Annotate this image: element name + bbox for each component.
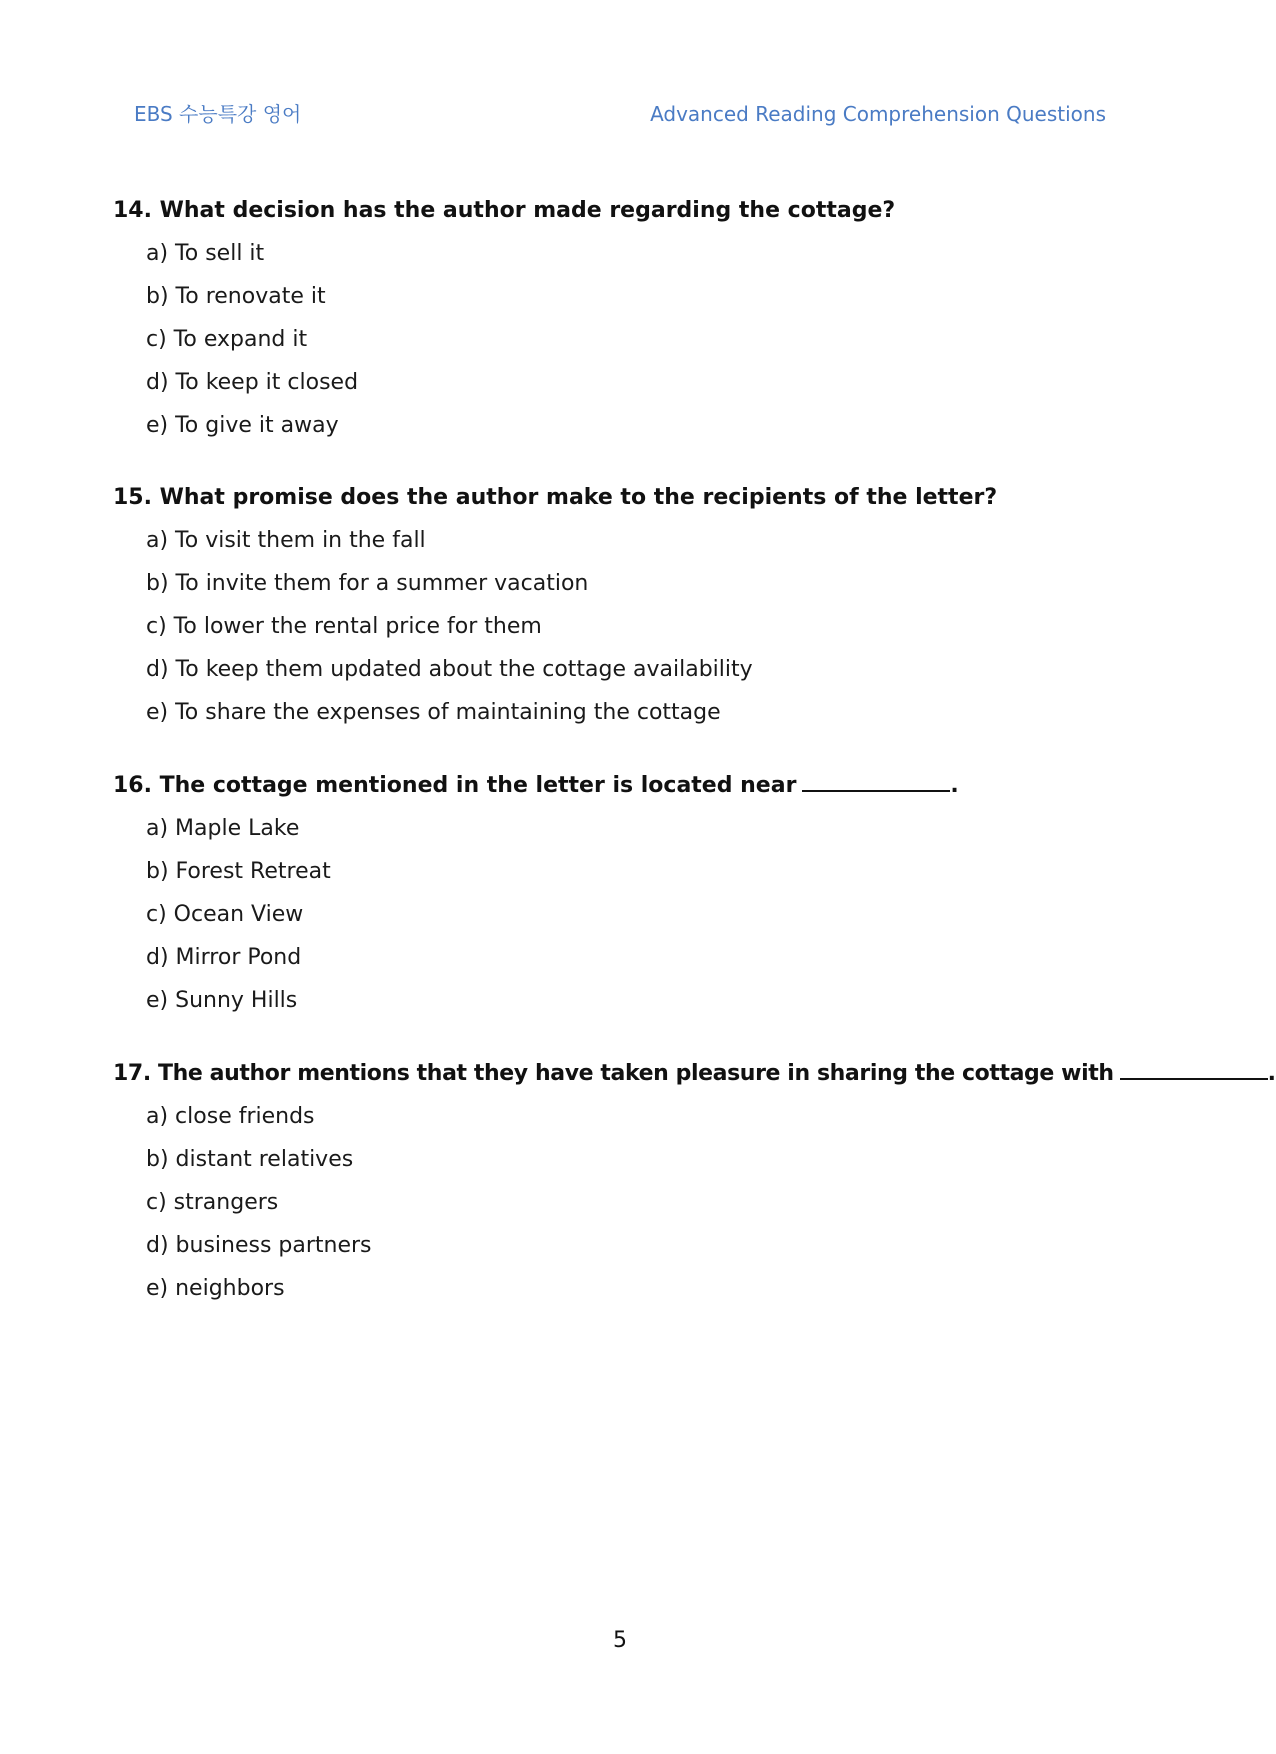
question-17 [113, 1058, 1276, 1304]
question-text: 15. What promise does the author make to the recipients of the letter? [113, 485, 998, 510]
option-e: e) neighbors [146, 1276, 285, 1301]
option-d: d) Mirror Pond [146, 945, 302, 970]
question-list [113, 196, 1276, 1346]
option-b: b) Forest Retreat [146, 859, 331, 884]
option-e: e) To share the expenses of maintaining the cottage [146, 700, 721, 725]
option-a: a) To sell it [146, 241, 265, 266]
question-text: 14. What decision has the author made regarding the cottage? [113, 198, 896, 223]
header-right: Advanced Reading Comprehension Questions [650, 102, 1106, 126]
question-16 [113, 770, 1133, 1016]
option-d: d) To keep them updated about the cottage availability [146, 657, 753, 682]
option-a: a) close friends [146, 1104, 315, 1129]
option-a: a) Maple Lake [146, 816, 300, 841]
option-a: a) To visit them in the fall [146, 528, 426, 553]
question-15 [113, 483, 1133, 728]
question-text-line: 16. The cottage mentioned in the letter is located near . [113, 770, 1133, 801]
answer-blank [802, 770, 950, 792]
option-list [113, 1102, 1133, 1304]
option-c: c) To lower the rental price for them [146, 614, 542, 639]
answer-blank [1120, 1058, 1268, 1080]
option-d: d) To keep it closed [146, 370, 359, 395]
option-e: e) Sunny Hills [146, 988, 298, 1013]
question-text: 17. The author mentions that they have taken pleasure in sharing the cottage with [113, 1061, 1114, 1086]
page-number: 5 [613, 1628, 627, 1653]
option-list [113, 526, 1133, 728]
option-b: b) distant relatives [146, 1147, 354, 1172]
option-c: c) Ocean View [146, 902, 304, 927]
option-d: d) business partners [146, 1233, 372, 1258]
question-14 [113, 196, 1133, 441]
option-c: c) To expand it [146, 327, 308, 352]
option-c: c) strangers [146, 1190, 279, 1215]
question-text-line: 17. The author mentions that they have taken pleasure in sharing the cottage with . [113, 1058, 1133, 1089]
option-list [113, 814, 1133, 1016]
header-left: EBS 수능특강 영어 [134, 102, 302, 126]
question-text: 16. The cottage mentioned in the letter is located near [113, 773, 797, 798]
page-header [134, 98, 1106, 127]
option-list [113, 239, 1133, 441]
option-b: b) To invite them for a summer vacation [146, 571, 589, 596]
option-b: b) To renovate it [146, 284, 326, 309]
option-e: e) To give it away [146, 413, 339, 438]
